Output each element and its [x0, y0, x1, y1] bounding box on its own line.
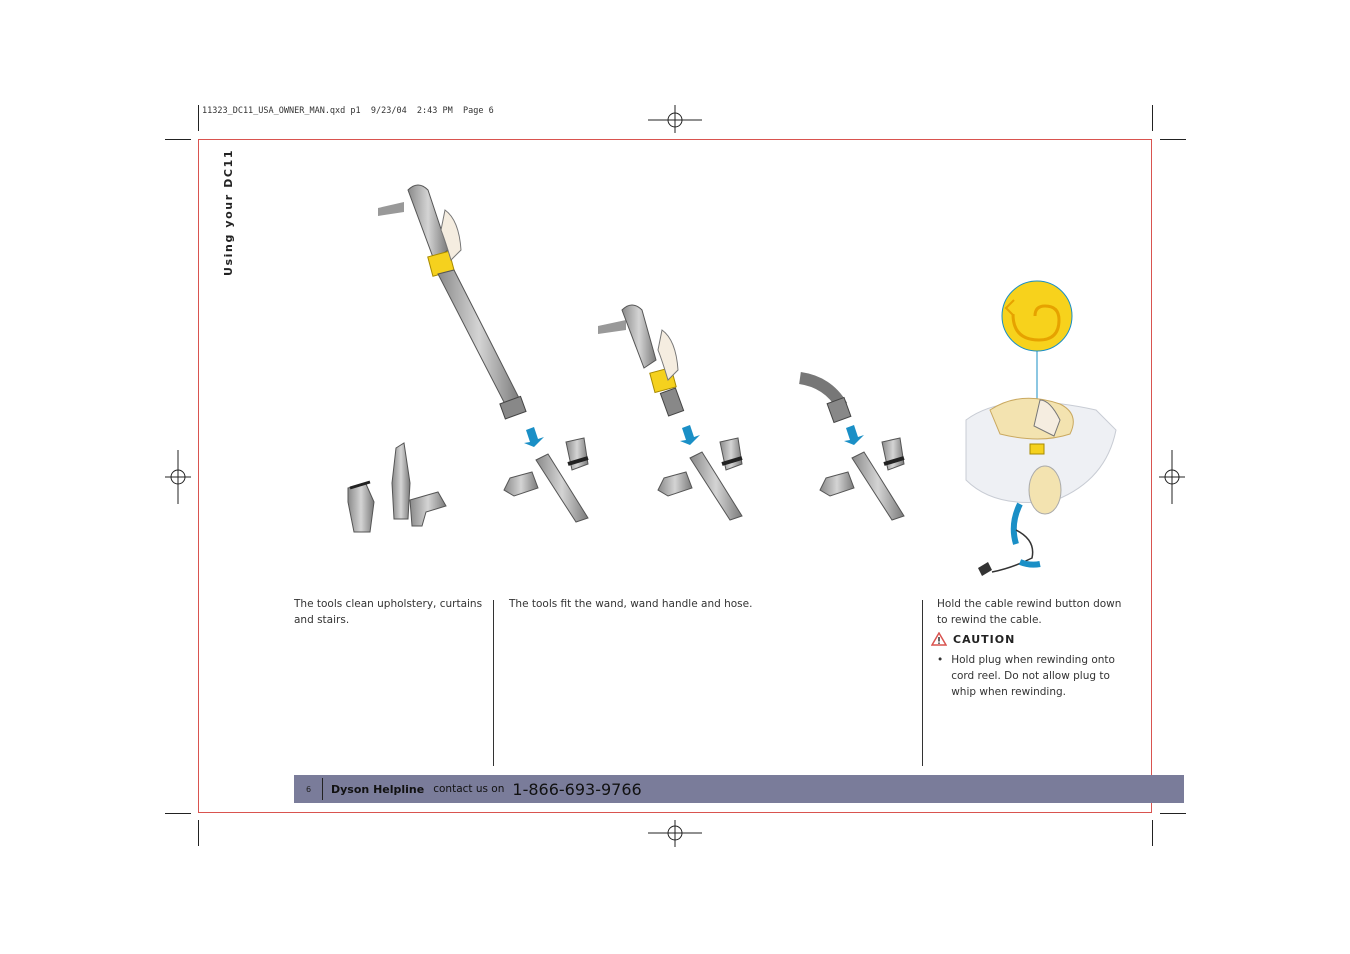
- helpline-phone: 1-866-693-9766: [512, 779, 642, 799]
- warning-icon: [931, 632, 947, 646]
- column-divider-2: [922, 600, 923, 766]
- printer-slug: 11323_DC11_USA_OWNER_MAN.qxd p1 9/23/04 2:43 PM Page 6: [202, 106, 494, 116]
- section-side-title: [222, 148, 236, 282]
- footer-divider: [322, 778, 323, 800]
- tools-group-3: [658, 425, 742, 520]
- caution-item-text: Hold plug when rewinding onto cord reel. Do not allow plug to whip when rewinding.: [951, 654, 1115, 698]
- contact-text: contact us on: [433, 783, 505, 795]
- tools-description: The tools clean upholstery, curtains and stairs.: [294, 598, 483, 626]
- helpline-label: Dyson Helpline: [331, 782, 425, 796]
- tools-group-4: [820, 425, 904, 520]
- wand-handle-figure: [378, 185, 526, 419]
- tools-fit-description: The tools fit the wand, wand handle and hose.: [509, 598, 753, 610]
- caution-title: CAUTION: [953, 632, 1016, 646]
- bullet-icon: •: [937, 654, 944, 666]
- page-number: 6: [306, 784, 312, 794]
- section-title-text: Using your DC11: [222, 148, 235, 276]
- handle-figure: [598, 305, 684, 416]
- tools-group-2: [504, 427, 588, 522]
- caution-item: [937, 652, 1127, 700]
- hose-figure: [800, 378, 851, 422]
- footer-bar: [294, 775, 1184, 803]
- caution-list: [937, 652, 1127, 700]
- tools-group-1: [348, 443, 446, 532]
- caution-heading: [931, 632, 1015, 646]
- column-divider-1: [493, 600, 494, 766]
- tool-illustrations: [290, 170, 1130, 590]
- cable-rewind-description: Hold the cable rewind button down to rewind the cable.: [937, 598, 1122, 626]
- cable-rewind-figure: [966, 281, 1116, 576]
